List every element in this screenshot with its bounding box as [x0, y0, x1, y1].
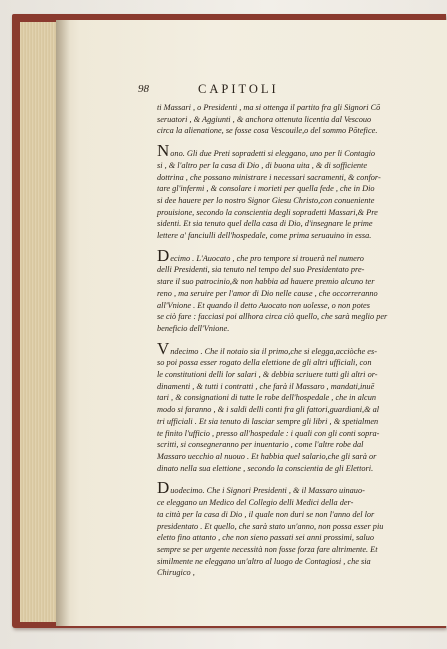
- line-text: ce eleggano un Medico del Collegio delli Medici della der-: [157, 498, 354, 508]
- line-text: reno , ma seruire per l'amor di Dio nelle cause , che occorreranno: [157, 288, 378, 298]
- line-text: le constitutioni delli lor salari , & debbia scriuere tutti gli altri or-: [157, 370, 378, 380]
- paragraph: [157, 102, 422, 137]
- text-line: [157, 245, 422, 265]
- text-line: [157, 509, 422, 521]
- running-head: CAPITOLI: [198, 82, 279, 96]
- text-line: [157, 264, 422, 276]
- line-text: tari , & consignationi di tutte le robe dell'hospedale , che in alcun: [157, 393, 376, 403]
- text-line: [157, 230, 422, 242]
- text-line: [157, 556, 422, 568]
- text-line: [157, 532, 422, 544]
- line-text: ecimo . L'Auocato , che pro tempore si trouerà nel numero: [170, 253, 364, 263]
- text-line: [157, 172, 422, 184]
- drop-capital: N: [157, 141, 170, 161]
- line-text: dottrina , che possano ministrare i necessari sacramenti, & confor-: [157, 172, 381, 182]
- line-text: scritti, si consegneranno per inuentario , come l'altre robe dal: [157, 440, 364, 450]
- text-line: [157, 207, 422, 219]
- paragraph: [157, 141, 422, 242]
- text-line: [157, 404, 422, 416]
- text-line: [157, 323, 422, 335]
- text-body: [157, 102, 422, 579]
- text-line: [157, 544, 422, 556]
- line-text: dinato nella sua elettione , secondo la conscientia de gli Elettori.: [157, 463, 374, 473]
- text-line: [157, 300, 422, 312]
- text-line: [157, 478, 422, 498]
- line-text: presidentato . Et quello, che sarà stato un'anno, non possa esser piu: [157, 521, 384, 531]
- text-line: [157, 338, 422, 358]
- paragraph: [157, 338, 422, 475]
- text-line: [157, 141, 422, 161]
- text-line: [157, 288, 422, 300]
- line-text: sempre se per urgente necessità non fosse forza fare altrimente. Et: [157, 544, 378, 554]
- line-text: se ciò fare : facciasi poi allhora circa ciò quello, che sarà meglio per: [157, 312, 388, 322]
- line-text: modo si faranno , & i saldi delli conti fra gli fattori,guardiani,& al: [157, 405, 380, 415]
- line-text: tri ufficiali . Et sia tenuto di lasciar sempre gli libri , & spetialmen: [157, 416, 379, 426]
- text-line: [157, 102, 422, 114]
- line-text: beneficio dell'Vnione.: [157, 323, 230, 333]
- text-line: [157, 195, 422, 207]
- text-line: [157, 114, 422, 126]
- line-text: Massaro uecchio al nuouo . Et habbia quel salario,che gli sarà or: [157, 451, 377, 461]
- text-line: [157, 463, 422, 475]
- line-text: seruatori , & Aggiunti , & anchora ottenuta licentia dal Vescouo: [157, 114, 372, 124]
- text-line: [157, 357, 422, 369]
- text-line: [157, 428, 422, 440]
- paragraph: [157, 478, 422, 579]
- line-text: sidenti. Et sia tenuto quel della casa di Dio, d'insegnare le prime: [157, 219, 373, 229]
- line-text: te finito l'ufficio , presso all'hospedale : i quali con gli conti sopra-: [157, 428, 380, 438]
- page-edges: [20, 22, 56, 622]
- line-text: stare il suo patrocinio,& non habbia ad hauere premio alcuno ter: [157, 277, 375, 287]
- text-line: [157, 125, 422, 137]
- line-text: ndecimo . Che il notaio sia il primo,che si elegga,acciòche es-: [170, 346, 377, 356]
- drop-capital: D: [157, 245, 170, 265]
- paragraph: [157, 245, 422, 335]
- page-number: 98: [138, 83, 149, 95]
- text-line: [157, 183, 422, 195]
- text-line: [157, 276, 422, 288]
- line-text: so poi possa esser rogato della elettione de gli altri ufficiali, con: [157, 358, 372, 368]
- text-line: [157, 381, 422, 393]
- line-text: lettere a' fanciulli dell'hospedale, come prima seruauino in essa.: [157, 231, 372, 241]
- line-text: prouisione, secondo la conscientia degli sopradetti Massari,& Pre: [157, 207, 378, 217]
- line-text: circa la alienatione, se fosse cosa Vescouile,o del sommo Pōtefice.: [157, 126, 378, 136]
- text-line: [157, 497, 422, 509]
- line-text: ti Massari , o Presidenti , ma si ottenga il partito fra gli Signori Cō: [157, 103, 381, 112]
- text-line: [157, 416, 422, 428]
- line-text: si dee hauere per lo nostro Signor Giesu Christo,con conueniente: [157, 195, 375, 205]
- line-text: dinamenti , & tutti i contratti , che farà il Massaro , mandati,inuē: [157, 381, 375, 391]
- line-text: ono. Gli due Preti sopradetti si eleggano, uno per li Contagio: [170, 149, 376, 159]
- line-text: uodecimo. Che i Signori Presidenti , & il Massaro uinauo-: [170, 486, 365, 496]
- line-text: similmente ne eleggano un'altro al luogo de Contagiosi , che sia: [157, 556, 371, 566]
- text-line: [157, 439, 422, 451]
- page-header: [138, 83, 428, 99]
- line-text: si , & l'altro per la casa di Dio , di buona uita , & di sofficiente: [157, 160, 368, 170]
- drop-capital: V: [157, 338, 170, 358]
- drop-capital: D: [157, 478, 170, 498]
- spine-shadow: [56, 20, 70, 626]
- line-text: Chirugico ,: [157, 568, 195, 578]
- text-line: [157, 160, 422, 172]
- text-line: [157, 392, 422, 404]
- line-text: eletto fino attanto , che non sieno passati sei anni prossimi, saluo: [157, 533, 375, 543]
- line-text: all'Vnione . Et quando il detto Auocato non uolesse, o non potes: [157, 300, 370, 310]
- text-line: [157, 451, 422, 463]
- line-text: tare gl'infermi , & consolare i morieti per quella fede , che in Dio: [157, 184, 375, 194]
- line-text: delli Presidenti, sia tenuto nel tempo del suo Presidentato pre-: [157, 265, 365, 275]
- line-text: ta città per la casa di Dio , il quale non duri se non l'anno del lor: [157, 509, 375, 519]
- text-line: [157, 567, 422, 579]
- text-line: [157, 218, 422, 230]
- text-line: [157, 311, 422, 323]
- text-line: [157, 369, 422, 381]
- text-line: [157, 521, 422, 533]
